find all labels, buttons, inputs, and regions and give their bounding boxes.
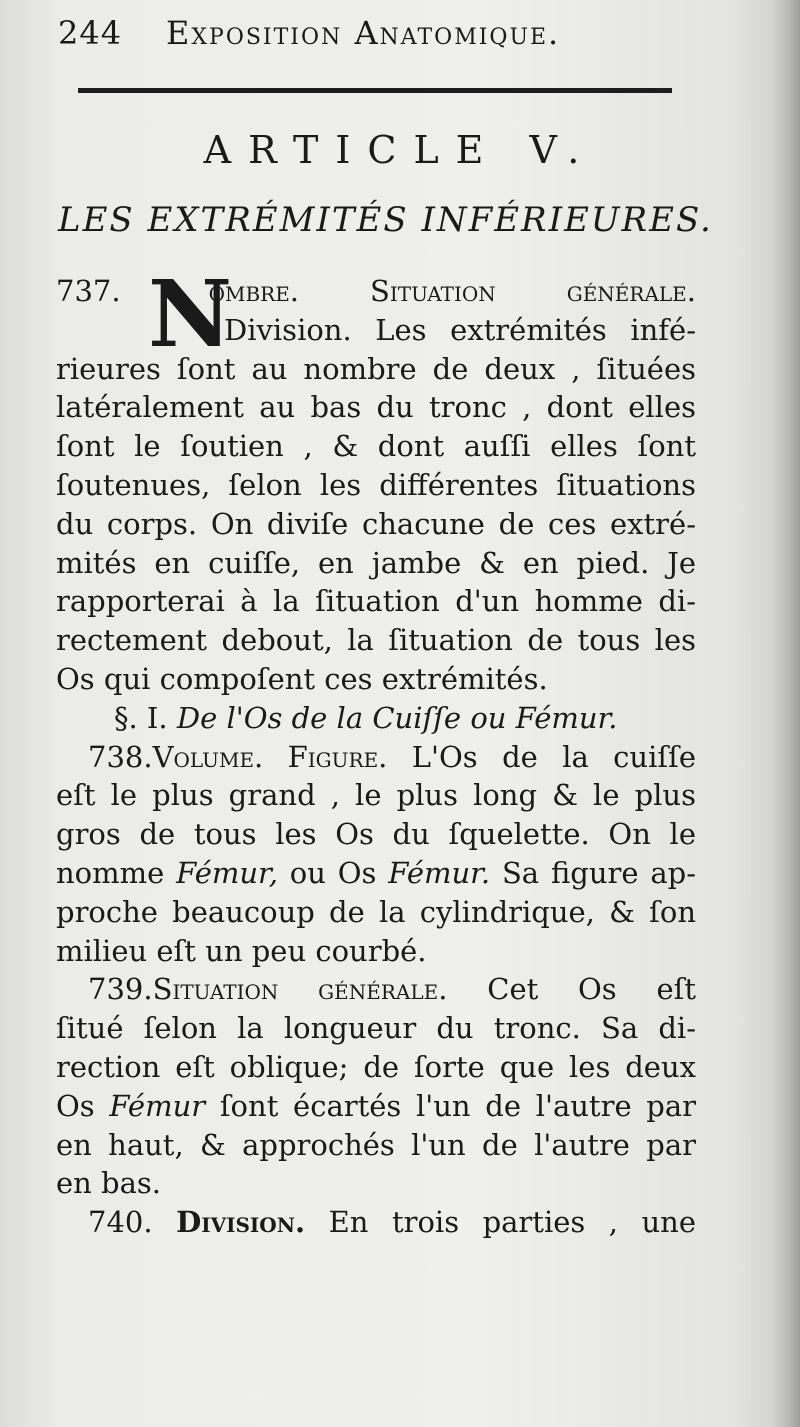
para-737-line-1: 737. ombre. Situation générale. (56, 274, 696, 308)
para-738-head: Volume. Figure. (152, 739, 388, 774)
para-737-line-7: du corps. On diviſe chacune de ces extré- (56, 506, 696, 541)
para-739-line-2: ſitué ſelon la longueur du tronc. Sa di- (56, 1011, 696, 1046)
para-739-line-3: rection eſt oblique; de ſorte que les deux (56, 1049, 696, 1084)
body-text (56, 260, 697, 1242)
para-737-line-9: rapporterai à la ſituation d'un homme di- (56, 584, 696, 619)
para-737-number: 737. (56, 274, 121, 308)
para-740-line-1: 740. Division. En trois parties , une (88, 1205, 697, 1240)
subsection-title: De l'Os de la Cuiſſe ou Fémur. (176, 700, 618, 735)
para-737-line-4: latéralement au bas du tronc , dont elles (56, 390, 696, 425)
para-739-line-5: en haut, & approchés l'un de l'autre par (56, 1127, 696, 1162)
para-737-line-8: mités en cuiſſe, en jambe & en pied. Je (56, 545, 696, 580)
running-title: Exposition Anatomique. (166, 14, 561, 52)
section-heading: LES EXTRÉMITÉS INFÉRIEURES. (58, 200, 713, 240)
para-737-line-3: rieures ſont au nombre de deux , ſituées (56, 351, 696, 386)
page-number: 244 (58, 14, 123, 52)
para-739-line-4: Os Fémur ſont écartés l'un de l'autre par (56, 1088, 697, 1123)
para-738-line-1: 738.Volume. Figure. L'Os de la cuiſſe (88, 739, 696, 774)
para-737-line-5: ſont le ſoutien , & dont auſſi elles ſont (56, 429, 696, 464)
para-737-line-6: ſoutenues, ſelon les différentes ſituations (56, 467, 696, 502)
drop-cap: N (148, 260, 233, 368)
para-739-line-1: 739.Situation générale. Cet Os eſt (88, 972, 696, 1007)
para-737-line-10: rectement debout, la ſituation de tous les (56, 623, 696, 658)
para-738-line-4: nomme Fémur, ou Os Fémur. Sa figure ap- (56, 855, 697, 890)
para-739-line-6: en bas. (56, 1166, 162, 1201)
para-740-head: Division. (176, 1205, 306, 1240)
para-737-line-11: Os qui compoſent ces extrémités. (56, 661, 548, 696)
section-mark: §. I. (114, 700, 168, 735)
header-rule (78, 88, 672, 93)
para-738-line-6: milieu eſt un peu courbé. (56, 933, 427, 968)
para-738-number: 738. (88, 739, 153, 774)
para-737-line-2: Division. Les extrémités infé- (224, 312, 696, 347)
subsection-heading (56, 699, 696, 738)
para-739-head: Situation générale. (152, 972, 448, 1007)
para-740-number: 740. (88, 1205, 153, 1240)
article-heading: ARTICLE V. (203, 128, 597, 172)
para-738-line-5: proche beaucoup de la cylindrique, & ſon (56, 894, 696, 929)
running-head (58, 8, 678, 56)
para-738-line-3: gros de tous les Os du ſquelette. On le (56, 817, 696, 852)
page-gutter-shadow (772, 0, 800, 1427)
para-738-line-2: eſt le plus grand , le plus long & le plus (56, 778, 696, 813)
para-739-number: 739. (88, 972, 153, 1007)
